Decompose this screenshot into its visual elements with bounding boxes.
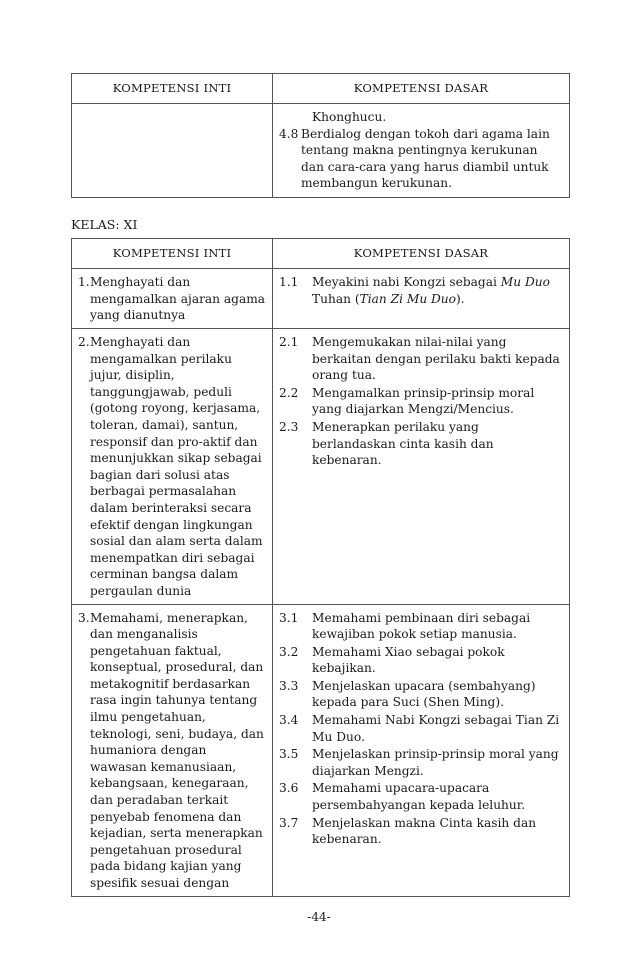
kd-number: 2.3 <box>279 419 299 434</box>
kd-item <box>279 712 563 745</box>
ki-number: 3. <box>78 610 90 625</box>
kd-number: 3.1 <box>279 610 299 625</box>
kd-item <box>279 385 563 418</box>
header-kompetensi-inti: KOMPETENSI INTI <box>72 74 273 104</box>
table-row <box>72 269 570 329</box>
kd-item <box>279 419 563 469</box>
kd-text: Menjelaskan makna Cinta kasih dan kebenaran. <box>312 815 537 847</box>
competency-table-kelas-xi <box>71 238 570 897</box>
kd-number: 3.2 <box>279 644 299 659</box>
kd-text: Memahami Nabi Kongzi sebagai Tian Zi Mu Duo. <box>312 713 560 744</box>
kd-item <box>279 815 563 848</box>
kd-number: 1.1 <box>279 275 299 289</box>
kd-item <box>279 678 563 711</box>
kd-continuation-text: Khonghucu. <box>312 110 387 124</box>
competency-table-continued <box>71 73 570 198</box>
kd-text: Mengamalkan prinsip-prinsip moral yang diajarkan Mengzi/Mencius. <box>312 385 535 417</box>
kd-item <box>279 644 563 677</box>
kd-number: 3.6 <box>279 781 299 796</box>
ki-text: Memahami, menerapkan, dan menganalisis pengetahuan faktual, konseptual, prosedural, dan metakognitif berdasarkan rasa ingin tahunya tentang ilmu pengetahuan, teknologi, seni, budaya, dan humaniora dengan wawasan kemanusiaan, kebangsaan, kenegaraan, dan peradaban terkait penyebab fenomena dan kejadian, serta menerapkan pengetahuan prosedural pada bidang kajian yang spesifik sesuai dengan <box>90 610 264 890</box>
kd-text: Menjelaskan upacara (sembahyang) kepada para Suci (Shen Ming). <box>312 678 536 710</box>
kd-number: 3.7 <box>279 815 299 830</box>
kd-number: 3.3 <box>279 678 299 693</box>
kd-cell <box>273 269 570 329</box>
kd-text: Menjelaskan prinsip-prinsip moral yang diajarkan Mengzi. <box>312 747 559 778</box>
kd-item <box>279 274 563 307</box>
kd-number: 4.8 <box>279 126 299 141</box>
kd-text: Mengemukakan nilai-nilai yang berkaitan dengan perilaku bakti kepada orang tua. <box>312 335 560 383</box>
kd-cell <box>273 329 570 605</box>
kd-text: Memahami pembinaan diri sebagai kewajiban pokok setiap manusia. <box>312 610 531 642</box>
ki-text: Menghayati dan mengamalkan perilaku jujur, disiplin, tanggungjawab, peduli (gotong royong, kerjasama, toleran, damai), santun, responsif dan pro-aktif dan menunjukkan sikap sebagai bagian dari solusi atas berbagai permasalahan dalam berinteraksi secara efektif dengan lingkungan sosial dan alam serta dalam menempatkan diri sebagai cerminan bangsa dalam pergaulan dunia <box>90 335 263 598</box>
ki-text: Menghayati dan mengamalkan ajaran agama yang dianutnya <box>90 275 266 323</box>
kd-cell <box>273 604 570 896</box>
kd-text: Menerapkan perilaku yang berlandaskan cinta kasih dan kebenaran. <box>312 419 494 468</box>
kd-text: Meyakini nabi Kongzi sebagai Mu Duo Tuhan (Tian Zi Mu Duo). <box>312 275 550 306</box>
ki-cell-empty <box>72 104 273 198</box>
kd-number: 2.2 <box>279 385 299 400</box>
kd-number: 2.1 <box>279 335 299 349</box>
ki-cell <box>72 269 273 329</box>
kd-item <box>279 610 563 643</box>
page-number: -44- <box>307 910 331 924</box>
header-kompetensi-dasar: KOMPETENSI DASAR <box>273 239 570 269</box>
kd-item <box>279 334 563 384</box>
ki-cell <box>72 329 273 605</box>
kd-item <box>279 126 563 192</box>
ki-number: 1. <box>78 275 90 289</box>
ki-number: 2. <box>78 335 90 349</box>
table-row <box>72 329 570 605</box>
kd-item <box>279 780 563 813</box>
ki-cell <box>72 604 273 896</box>
kd-number: 3.5 <box>279 747 299 762</box>
table-row <box>72 604 570 896</box>
kd-text: Memahami Xiao sebagai pokok kebajikan. <box>312 644 505 676</box>
header-kompetensi-dasar: KOMPETENSI DASAR <box>273 74 570 104</box>
kd-cell <box>273 104 570 198</box>
header-kompetensi-inti: KOMPETENSI INTI <box>72 239 273 269</box>
kd-item <box>279 746 563 779</box>
kd-text: Berdialog dengan tokoh dari agama lain tentang makna pentingnya kerukunan dan cara-cara yang harus diambil untuk membangun kerukunan. <box>301 126 550 191</box>
kd-text: Memahami upacara-upacara persembahyangan kepada leluhur. <box>312 781 526 813</box>
class-label: KELAS: XI <box>71 217 138 232</box>
kd-number: 3.4 <box>279 713 299 728</box>
